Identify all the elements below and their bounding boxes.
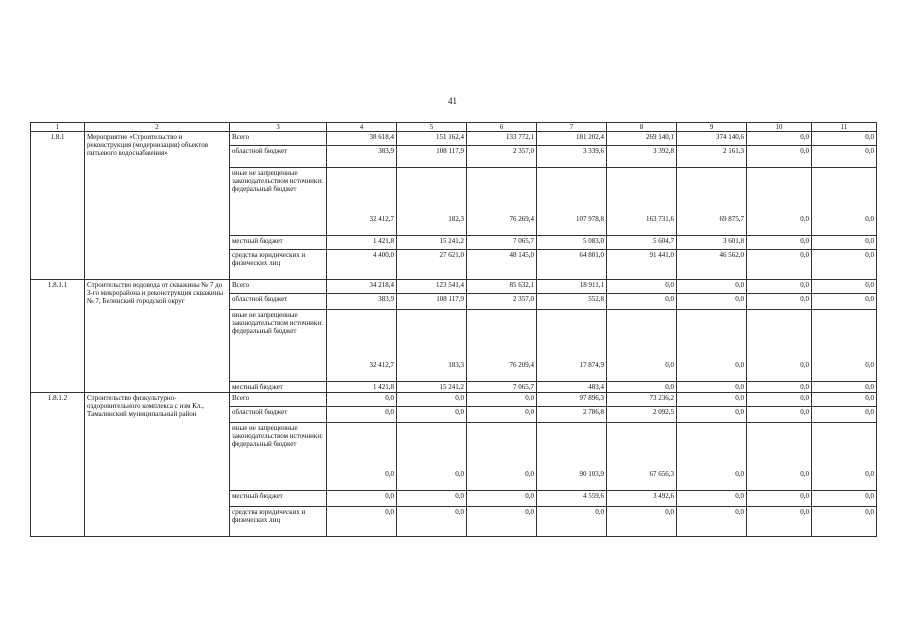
value-cell: 91 441,0 xyxy=(607,250,677,280)
value-cell: 90 103,9 xyxy=(537,423,607,491)
value-cell: 64 801,0 xyxy=(537,250,607,280)
funding-source-label: иные не запрещенные законодательством источники: федеральный бюджет xyxy=(230,423,327,491)
funding-source-label: Всего xyxy=(230,280,327,294)
budget-table xyxy=(30,122,877,537)
value-cell: 0,0 xyxy=(747,132,812,146)
section-code: 1.8.1.1 xyxy=(31,280,85,393)
value-cell: 0,0 xyxy=(327,407,397,423)
value-cell: 0,0 xyxy=(747,250,812,280)
header-cell: 7 xyxy=(537,123,607,132)
value-cell: 5 083,0 xyxy=(537,236,607,250)
value-cell: 269 140,1 xyxy=(607,132,677,146)
value-cell: 76 209,4 xyxy=(467,310,537,382)
value-cell: 73 236,2 xyxy=(607,393,677,407)
value-cell: 0,0 xyxy=(747,310,812,382)
value-cell: 374 140,6 xyxy=(677,132,747,146)
value-cell: 0,0 xyxy=(747,280,812,294)
value-cell: 2 786,8 xyxy=(537,407,607,423)
value-cell: 552,8 xyxy=(537,294,607,310)
value-cell: 0,0 xyxy=(677,294,747,310)
value-cell: 0,0 xyxy=(677,407,747,423)
value-cell: 0,0 xyxy=(812,507,877,537)
value-cell: 0,0 xyxy=(607,294,677,310)
value-cell: 0,0 xyxy=(397,393,467,407)
value-cell: 46 562,0 xyxy=(677,250,747,280)
section-name: Строительство физкультурно-оздоровительного комплекса с изм Кл., Тамалинский муниципальный район xyxy=(85,393,230,537)
value-cell: 34 218,4 xyxy=(327,280,397,294)
value-cell: 0,0 xyxy=(607,507,677,537)
value-cell: 85 632,1 xyxy=(467,280,537,294)
value-cell: 0,0 xyxy=(812,294,877,310)
value-cell: 0,0 xyxy=(537,507,607,537)
value-cell: 0,0 xyxy=(677,393,747,407)
value-cell: 0,0 xyxy=(747,146,812,168)
value-cell: 2 357,0 xyxy=(467,146,537,168)
header-cell: 8 xyxy=(607,123,677,132)
value-cell: 0,0 xyxy=(812,132,877,146)
value-cell: 0,0 xyxy=(812,168,877,236)
section-code: 1.8.1 xyxy=(31,132,85,280)
value-cell: 0,0 xyxy=(747,168,812,236)
value-cell: 2 092,5 xyxy=(607,407,677,423)
value-cell: 0,0 xyxy=(812,393,877,407)
value-cell: 0,0 xyxy=(677,280,747,294)
value-cell: 0,0 xyxy=(812,250,877,280)
value-cell: 0,0 xyxy=(467,407,537,423)
value-cell: 17 874,9 xyxy=(537,310,607,382)
value-cell: 32 412,7 xyxy=(327,168,397,236)
value-cell: 0,0 xyxy=(677,491,747,507)
header-cell: 6 xyxy=(467,123,537,132)
value-cell: 97 896,3 xyxy=(537,393,607,407)
value-cell: 107 978,8 xyxy=(537,168,607,236)
value-cell: 0,0 xyxy=(747,491,812,507)
value-cell: 3 492,6 xyxy=(607,491,677,507)
value-cell: 3 601,8 xyxy=(677,236,747,250)
header-cell: 10 xyxy=(747,123,812,132)
header-cell: 5 xyxy=(397,123,467,132)
value-cell: 7 065,7 xyxy=(467,236,537,250)
funding-source-label: иные не запрещенные законодательством источники: федеральный бюджет xyxy=(230,310,327,382)
value-cell: 0,0 xyxy=(677,423,747,491)
value-cell: 383,9 xyxy=(327,294,397,310)
value-cell: 15 241,2 xyxy=(397,382,467,393)
value-cell: 483,4 xyxy=(537,382,607,393)
value-cell: 76 269,4 xyxy=(467,168,537,236)
value-cell: 0,0 xyxy=(747,236,812,250)
value-cell: 108 117,9 xyxy=(397,294,467,310)
table-row xyxy=(31,393,877,407)
funding-source-label: Всего xyxy=(230,132,327,146)
value-cell: 0,0 xyxy=(812,423,877,491)
section-name: Мероприятие «Строительство и реконструкция (модернизация) объектов питьевого водоснабжения» xyxy=(85,132,230,280)
value-cell: 183,3 xyxy=(397,310,467,382)
funding-source-label: средства юридических и физических лиц xyxy=(230,250,327,280)
header-cell: 11 xyxy=(812,123,877,132)
value-cell: 0,0 xyxy=(747,382,812,393)
table-row xyxy=(31,132,877,146)
value-cell: 133 772,1 xyxy=(467,132,537,146)
page-number: 41 xyxy=(448,96,457,106)
value-cell: 0,0 xyxy=(467,491,537,507)
value-cell: 3 392,8 xyxy=(607,146,677,168)
value-cell: 0,0 xyxy=(747,407,812,423)
value-cell: 5 604,7 xyxy=(607,236,677,250)
value-cell: 0,0 xyxy=(747,393,812,407)
funding-source-label: средства юридических и физических лиц xyxy=(230,507,327,537)
value-cell: 27 621,0 xyxy=(397,250,467,280)
value-cell: 0,0 xyxy=(327,491,397,507)
value-cell: 0,0 xyxy=(397,407,467,423)
value-cell: 0,0 xyxy=(397,423,467,491)
funding-source-label: областной бюджет xyxy=(230,407,327,423)
value-cell: 0,0 xyxy=(327,423,397,491)
value-cell: 383,9 xyxy=(327,146,397,168)
value-cell: 4 559,6 xyxy=(537,491,607,507)
value-cell: 0,0 xyxy=(812,382,877,393)
header-cell: 3 xyxy=(230,123,327,132)
header-cell: 4 xyxy=(327,123,397,132)
value-cell: 3 339,6 xyxy=(537,146,607,168)
section-code: 1.8.1.2 xyxy=(31,393,85,537)
value-cell: 0,0 xyxy=(812,407,877,423)
value-cell: 38 618,4 xyxy=(327,132,397,146)
value-cell: 67 656,3 xyxy=(607,423,677,491)
funding-source-label: областной бюджет xyxy=(230,294,327,310)
table-row xyxy=(31,280,877,294)
value-cell: 151 162,4 xyxy=(397,132,467,146)
value-cell: 15 241,2 xyxy=(397,236,467,250)
value-cell: 18 911,1 xyxy=(537,280,607,294)
value-cell: 2 161,3 xyxy=(677,146,747,168)
value-cell: 0,0 xyxy=(607,310,677,382)
header-cell: 2 xyxy=(85,123,230,132)
value-cell: 0,0 xyxy=(607,382,677,393)
funding-source-label: областной бюджет xyxy=(230,146,327,168)
value-cell: 182,3 xyxy=(397,168,467,236)
value-cell: 163 731,6 xyxy=(607,168,677,236)
value-cell: 1 421,8 xyxy=(327,236,397,250)
value-cell: 0,0 xyxy=(467,507,537,537)
funding-source-label: иные не запрещенные законодательством источники: федеральный бюджет xyxy=(230,168,327,236)
funding-source-label: местный бюджет xyxy=(230,236,327,250)
section-name: Строительство водовода от скважины № 7 до 3-го микрорайона и реконструкция скважины № 7, Белинский городской округ xyxy=(85,280,230,393)
funding-source-label: местный бюджет xyxy=(230,491,327,507)
value-cell: 0,0 xyxy=(467,423,537,491)
value-cell: 108 117,9 xyxy=(397,146,467,168)
value-cell: 0,0 xyxy=(747,423,812,491)
value-cell: 48 145,0 xyxy=(467,250,537,280)
value-cell: 2 357,0 xyxy=(467,294,537,310)
value-cell: 0,0 xyxy=(677,310,747,382)
value-cell: 0,0 xyxy=(747,507,812,537)
value-cell: 0,0 xyxy=(397,507,467,537)
value-cell: 4 400,0 xyxy=(327,250,397,280)
value-cell: 32 412,7 xyxy=(327,310,397,382)
value-cell: 0,0 xyxy=(812,146,877,168)
value-cell: 0,0 xyxy=(327,393,397,407)
value-cell: 181 202,4 xyxy=(537,132,607,146)
value-cell: 0,0 xyxy=(677,507,747,537)
value-cell: 123 541,4 xyxy=(397,280,467,294)
value-cell: 1 421,8 xyxy=(327,382,397,393)
value-cell: 0,0 xyxy=(747,294,812,310)
value-cell: 69 875,7 xyxy=(677,168,747,236)
value-cell: 0,0 xyxy=(812,236,877,250)
value-cell: 0,0 xyxy=(397,491,467,507)
funding-source-label: Всего xyxy=(230,393,327,407)
funding-source-label: местный бюджет xyxy=(230,382,327,393)
header-cell: 1 xyxy=(31,123,85,132)
value-cell: 0,0 xyxy=(812,491,877,507)
value-cell: 0,0 xyxy=(812,310,877,382)
value-cell: 0,0 xyxy=(467,393,537,407)
value-cell: 0,0 xyxy=(812,280,877,294)
value-cell: 0,0 xyxy=(327,507,397,537)
header-cell: 9 xyxy=(677,123,747,132)
value-cell: 7 065,7 xyxy=(467,382,537,393)
header-row xyxy=(31,123,877,132)
value-cell: 0,0 xyxy=(607,280,677,294)
value-cell: 0,0 xyxy=(677,382,747,393)
